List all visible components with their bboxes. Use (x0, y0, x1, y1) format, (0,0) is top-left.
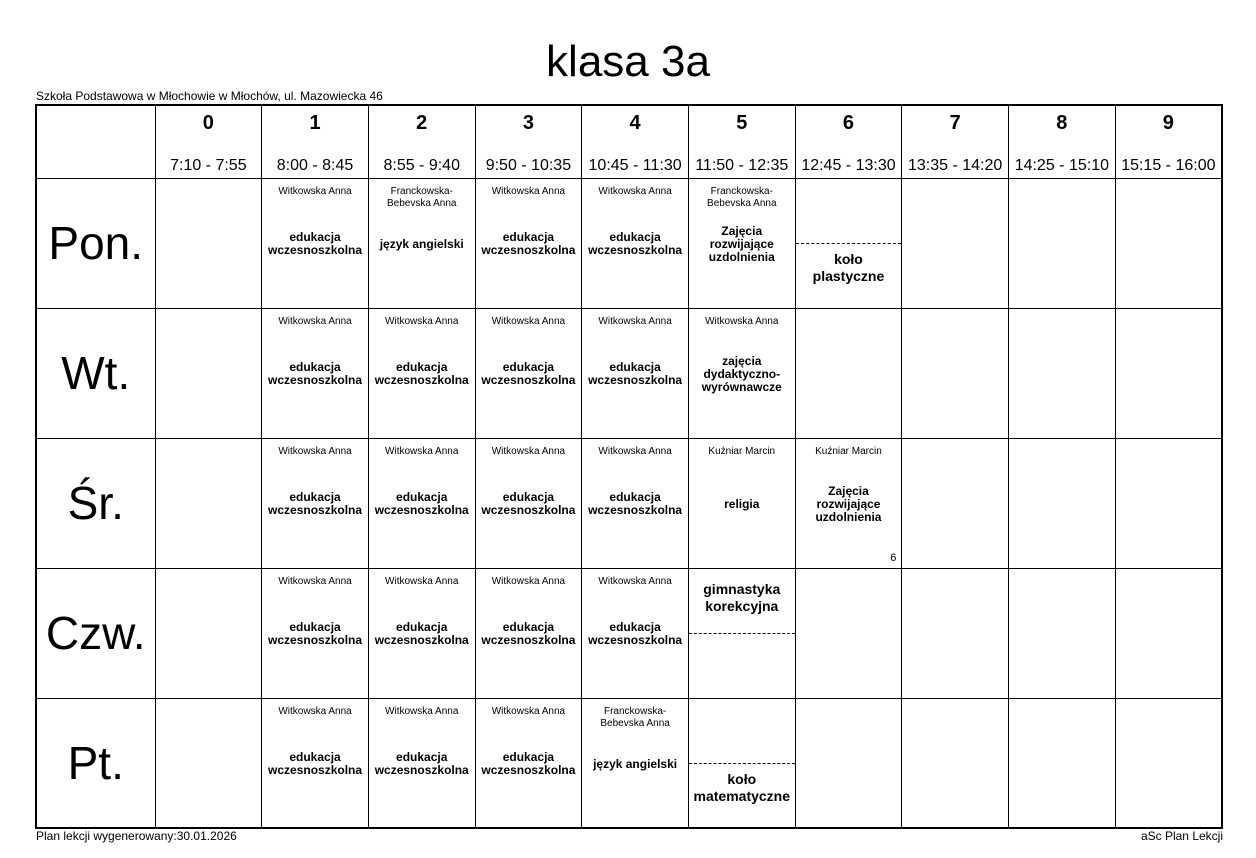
subject-name: edukacja wczesnoszkolna (588, 619, 683, 647)
period-number: 4 (629, 112, 641, 134)
teacher-name: Witkowska Anna (278, 445, 352, 457)
subject-name: edukacja wczesnoszkolna (481, 489, 576, 517)
period-number: 5 (736, 112, 748, 134)
empty-cell (902, 178, 1009, 308)
teacher-name: Witkowska Anna (491, 185, 566, 197)
subject-name: edukacja wczesnoszkolna (374, 619, 469, 647)
period-time: 12:45 - 13:30 (801, 157, 896, 174)
lesson-cell[interactable] (688, 698, 795, 828)
lesson-cell[interactable] (262, 438, 369, 568)
teacher-name: Witkowska Anna (491, 445, 566, 457)
lesson-cell[interactable] (368, 568, 475, 698)
empty-cell (795, 568, 902, 698)
period-header (1009, 105, 1116, 178)
teacher-name: Witkowska Anna (598, 445, 672, 457)
teacher-name: Witkowska Anna (278, 575, 352, 587)
empty-cell (1009, 178, 1116, 308)
lesson-cell[interactable] (688, 438, 795, 568)
period-number: 9 (1162, 112, 1174, 134)
period-header (902, 105, 1009, 178)
subject-name: edukacja wczesnoszkolna (481, 359, 576, 387)
period-header (475, 105, 582, 178)
subject-name: edukacja wczesnoszkolna (588, 229, 683, 257)
period-number: 7 (949, 112, 961, 134)
lesson-cell[interactable] (795, 178, 902, 308)
teacher-name: Franckowska-Bebevska Anna (707, 185, 777, 209)
lesson-cell[interactable] (688, 178, 795, 308)
period-number: 3 (522, 112, 534, 134)
teacher-name: Franckowska-Bebevska Anna (386, 185, 457, 209)
subject-name: edukacja wczesnoszkolna (268, 359, 363, 387)
teacher-name: Witkowska Anna (705, 315, 779, 327)
split-divider (796, 243, 902, 244)
empty-cell (902, 438, 1009, 568)
brand-label: aSc Plan Lekcji (1140, 829, 1223, 843)
subject-name: edukacja wczesnoszkolna (268, 619, 363, 647)
subject-name: koło matematyczne (693, 770, 791, 804)
teacher-name: Witkowska Anna (385, 705, 459, 717)
period-header (155, 105, 262, 178)
teacher-name: Witkowska Anna (491, 705, 566, 717)
day-row (36, 568, 1222, 698)
teacher-name: Witkowska Anna (491, 315, 566, 327)
empty-cell (1009, 438, 1116, 568)
empty-cell (795, 698, 902, 828)
subject-name: Zajęcia rozwijające uzdolnienia (708, 223, 775, 264)
empty-cell (1009, 568, 1116, 698)
teacher-name: Witkowska Anna (385, 315, 459, 327)
period-header (688, 105, 795, 178)
empty-cell (155, 308, 262, 438)
split-divider (689, 633, 795, 634)
day-name: Śr. (67, 477, 124, 529)
lesson-cell[interactable] (475, 178, 582, 308)
empty-cell (1115, 438, 1222, 568)
period-time: 14:25 - 15:10 (1014, 157, 1109, 174)
teacher-name: Witkowska Anna (278, 315, 352, 327)
day-row (36, 438, 1222, 568)
teacher-name: Witkowska Anna (278, 705, 352, 717)
period-time: 9:50 - 10:35 (485, 157, 572, 174)
empty-cell (1115, 178, 1222, 308)
lesson-cell[interactable] (368, 308, 475, 438)
period-header (1115, 105, 1222, 178)
period-number: 1 (309, 112, 321, 134)
subject-name: Zajęcia rozwijające uzdolnienia (815, 483, 882, 524)
teacher-name: Kuźniar Marcin (815, 445, 882, 457)
lesson-cell[interactable] (688, 568, 795, 698)
empty-cell (155, 568, 262, 698)
lesson-cell[interactable] (368, 178, 475, 308)
day-header (36, 698, 155, 828)
teacher-name: Witkowska Anna (598, 575, 672, 587)
period-header (795, 105, 902, 178)
subject-name: edukacja wczesnoszkolna (374, 489, 469, 517)
subject-name: religia (724, 496, 760, 511)
lesson-cell[interactable] (582, 178, 689, 308)
subject-name: edukacja wczesnoszkolna (268, 229, 363, 257)
subject-name: edukacja wczesnoszkolna (374, 749, 469, 777)
period-number: 8 (1056, 112, 1068, 134)
day-header (36, 568, 155, 698)
room-number: 6 (890, 551, 897, 564)
lesson-cell[interactable] (475, 698, 582, 828)
subject-name: język angielski (593, 756, 678, 771)
lesson-cell[interactable] (795, 438, 902, 568)
period-header-row (36, 105, 1222, 178)
teacher-name: Franckowska-Bebevska Anna (600, 705, 670, 729)
empty-cell (795, 308, 902, 438)
empty-cell (1115, 698, 1222, 828)
period-time: 11:50 - 12:35 (695, 157, 789, 174)
subject-name: gimnastyka korekcyjna (703, 580, 781, 614)
subject-name: zajęcia dydaktyczno-wyrównawcze (701, 353, 782, 394)
subject-name: edukacja wczesnoszkolna (481, 619, 576, 647)
teacher-name: Witkowska Anna (385, 445, 459, 457)
empty-cell (1009, 698, 1116, 828)
period-time: 8:00 - 8:45 (276, 157, 354, 174)
empty-cell (902, 568, 1009, 698)
subject-name: edukacja wczesnoszkolna (374, 359, 469, 387)
empty-cell (902, 308, 1009, 438)
page-title: klasa 3a (546, 37, 710, 86)
lesson-cell[interactable] (582, 438, 689, 568)
period-number: 2 (416, 112, 428, 134)
empty-cell (902, 698, 1009, 828)
period-number: 0 (202, 112, 214, 134)
school-name: Szkoła Podstawowa w Młochowie w Młochów, ul. Mazowiecka 46 (36, 89, 383, 103)
period-time: 15:15 - 16:00 (1121, 157, 1216, 174)
day-header (36, 438, 155, 568)
subject-name: edukacja wczesnoszkolna (588, 359, 683, 387)
generated-date: Plan lekcji wygenerowany:30.01.2026 (36, 829, 237, 843)
lesson-cell[interactable] (582, 568, 689, 698)
period-time: 8:55 - 9:40 (383, 157, 460, 174)
teacher-name: Witkowska Anna (385, 575, 459, 587)
subject-name: edukacja wczesnoszkolna (268, 749, 363, 777)
day-header (36, 308, 155, 438)
teacher-name: Witkowska Anna (278, 185, 352, 197)
period-time: 7:10 - 7:55 (170, 157, 247, 174)
teacher-name: Witkowska Anna (491, 575, 566, 587)
lesson-cell[interactable] (688, 308, 795, 438)
empty-cell (1009, 308, 1116, 438)
period-header (582, 105, 689, 178)
lesson-cell[interactable] (582, 308, 689, 438)
subject-name: koło plastyczne (812, 250, 885, 284)
day-header (36, 178, 155, 308)
empty-cell (1115, 308, 1222, 438)
timetable-grid (35, 104, 1223, 829)
lesson-cell[interactable] (582, 698, 689, 828)
empty-cell (155, 438, 262, 568)
empty-cell (155, 178, 262, 308)
teacher-name: Witkowska Anna (598, 315, 672, 327)
lesson-cell[interactable] (475, 438, 582, 568)
lesson-cell[interactable] (262, 178, 369, 308)
teacher-name: Witkowska Anna (598, 185, 672, 197)
split-divider (689, 763, 795, 764)
day-row (36, 698, 1222, 828)
lesson-cell[interactable] (262, 568, 369, 698)
period-time: 13:35 - 14:20 (908, 157, 1003, 174)
corner-cell (36, 105, 155, 178)
teacher-name: Kuźniar Marcin (708, 445, 776, 457)
subject-name: edukacja wczesnoszkolna (588, 489, 683, 517)
day-name: Pon. (48, 217, 144, 269)
period-number: 6 (842, 112, 855, 134)
lesson-cell[interactable] (475, 568, 582, 698)
subject-name: edukacja wczesnoszkolna (268, 489, 363, 517)
period-time: 10:45 - 11:30 (588, 157, 682, 174)
day-row (36, 308, 1222, 438)
lesson-cell[interactable] (368, 438, 475, 568)
lesson-cell[interactable] (262, 308, 369, 438)
subject-name: język angielski (379, 236, 464, 251)
empty-cell (1115, 568, 1222, 698)
empty-cell (155, 698, 262, 828)
lesson-cell[interactable] (368, 698, 475, 828)
period-header (262, 105, 369, 178)
day-name: Pt. (67, 736, 124, 789)
day-name: Wt. (61, 347, 131, 399)
subject-name: edukacja wczesnoszkolna (481, 229, 576, 257)
day-row (36, 178, 1222, 308)
day-name: Czw. (45, 607, 146, 659)
subject-name: edukacja wczesnoszkolna (481, 749, 576, 777)
period-header (368, 105, 475, 178)
lesson-cell[interactable] (262, 698, 369, 828)
lesson-cell[interactable] (475, 308, 582, 438)
